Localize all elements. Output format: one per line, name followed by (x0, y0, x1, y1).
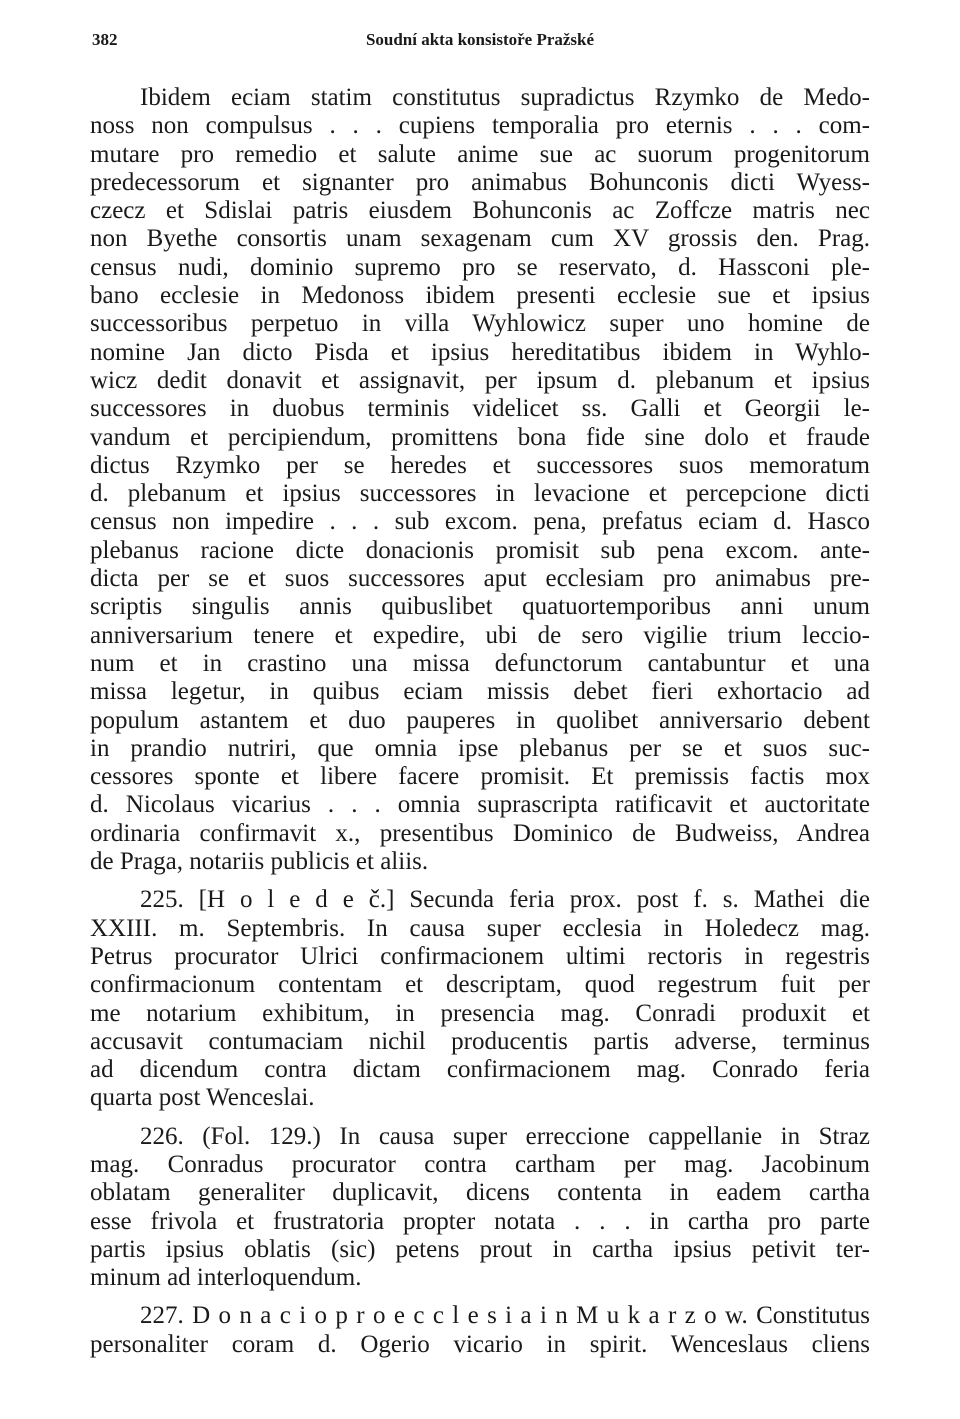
text-line: ordinaria confirmavit x., presentibus Dominico de Budweiss, Andrea (90, 819, 870, 847)
text-line: 227. D o n a c i o p r o e c c l e s i a i n M u k a r z o w. Constitutus (140, 1302, 870, 1330)
text-line: successores in duobus terminis videlicet ss. Galli et Georgii le- (90, 395, 870, 423)
paragraph-224-continuation (90, 84, 870, 876)
text-line: confirmacionum contentam et descriptam, quod regestrum fuit per (90, 971, 870, 999)
entry-225 (90, 886, 870, 1112)
text-line: 225. [H o l e d e č.] Secunda feria prox. post f. s. Mathei die (140, 886, 870, 914)
running-title: Soudní akta konsistoře Pražské (365, 30, 595, 49)
text-line: non Byethe consortis unam sexagenam cum XV grossis den. Prag. (90, 225, 870, 253)
page-number: 382 (92, 30, 118, 49)
text-line: num et in crastino una missa defunctorum cantabuntur et una (90, 649, 870, 677)
text-line: nomine Jan dicto Pisda et ipsius hereditatibus ibidem in Wyhlo- (90, 338, 870, 366)
text-line: d. plebanum et ipsius successores in levacione et percepcione dicti (90, 480, 870, 508)
text-line: 226. (Fol. 129.) In causa super erreccione cappellanie in Straz (140, 1122, 870, 1150)
paragraph-gap (90, 876, 870, 886)
entry-226 (90, 1123, 870, 1293)
entry-227 (90, 1302, 870, 1359)
text-line: partis ipsius oblatis (sic) petens prout in cartha ipsius petivit ter- (90, 1235, 870, 1263)
text-line: ad dicendum contra dictam confirmacionem mag. Conrado feria (90, 1056, 870, 1084)
paragraph-gap (90, 1292, 870, 1302)
text-line: Ibidem eciam statim constitutus supradictus Rzymko de Medo- (140, 84, 870, 111)
text-line: accusavit contumaciam nichil producentis partis adverse, terminus (90, 1027, 870, 1055)
text-line: personaliter coram d. Ogerio vicario in spirit. Wenceslaus cliens (90, 1330, 870, 1358)
text-line: bano ecclesie in Medonoss ibidem presenti ecclesie sue et ipsius (90, 282, 870, 310)
text-line: census non impedire . . . sub excom. pena, prefatus eciam d. Hasco (90, 508, 870, 536)
paragraph-gap (90, 1113, 870, 1123)
text-line: dicta per se et suos successores aput ecclesiam pro animabus pre- (90, 565, 870, 593)
text-line: wicz dedit donavit et assignavit, per ipsum d. plebanum et ipsius (90, 366, 870, 394)
text-line: anniversarium tenere et expedire, ubi de sero vigilie trium leccio- (90, 621, 870, 649)
running-header (92, 30, 868, 54)
text-line: czecz et Sdislai patris eiusdem Bohunconis ac Zoffcze matris nec (90, 197, 870, 225)
text-line: vandum et percipiendum, promittens bona fide sine dolo et fraude (90, 423, 870, 451)
text-line: missa legetur, in quibus eciam missis debet fieri exhortacio ad (90, 678, 870, 706)
text-line: esse frivola et frustratoria propter notata . . . in cartha pro parte (90, 1207, 870, 1235)
text-line: scriptis singulis annis quibuslibet quatuortemporibus anni unum (90, 593, 870, 621)
text-line: noss non compulsus . . . cupiens temporalia pro eternis . . . com- (90, 112, 870, 140)
text-line: populum astantem et duo pauperes in quolibet anniversario debent (90, 706, 870, 734)
text-line: successoribus perpetuo in villa Wyhlowicz super uno homine de (90, 310, 870, 338)
text-line: XXIII. m. Septembris. In causa super ecclesia in Holedecz mag. (90, 914, 870, 942)
text-line: mag. Conradus procurator contra cartham per mag. Jacobinum (90, 1150, 870, 1178)
text-line: census nudi, dominio supremo pro se reservato, d. Hassconi ple- (90, 253, 870, 281)
text-line: mutare pro remedio et salute anime sue ac suorum progenitorum (90, 140, 870, 168)
text-line: dictus Rzymko per se heredes et successores suos memoratum (90, 451, 870, 479)
text-line: quarta post Wenceslai. (90, 1084, 315, 1112)
body-text (90, 84, 870, 1359)
text-line: oblatam generaliter duplicavit, dicens contenta in eadem cartha (90, 1179, 870, 1207)
text-line: Petrus procurator Ulrici confirmacionem ultimi rectoris in regestris (90, 942, 870, 970)
text-line: cessores sponte et libere facere promisit. Et premissis factis mox (90, 763, 870, 791)
text-line: predecessorum et signanter pro animabus Bohunconis dicti Wyess- (90, 168, 870, 196)
text-line: minum ad interloquendum. (90, 1264, 362, 1292)
text-line: plebanus racione dicte donacionis promisit sub pena excom. ante- (90, 536, 870, 564)
text-line: de Praga, notariis publicis et aliis. (90, 848, 429, 876)
text-line: d. Nicolaus vicarius . . . omnia suprascripta ratificavit et auctoritate (90, 791, 870, 819)
text-line: in prandio nutriri, que omnia ipse plebanus per se et suos suc- (90, 734, 870, 762)
text-line: me notarium exhibitum, in presencia mag. Conradi produxit et (90, 999, 870, 1027)
